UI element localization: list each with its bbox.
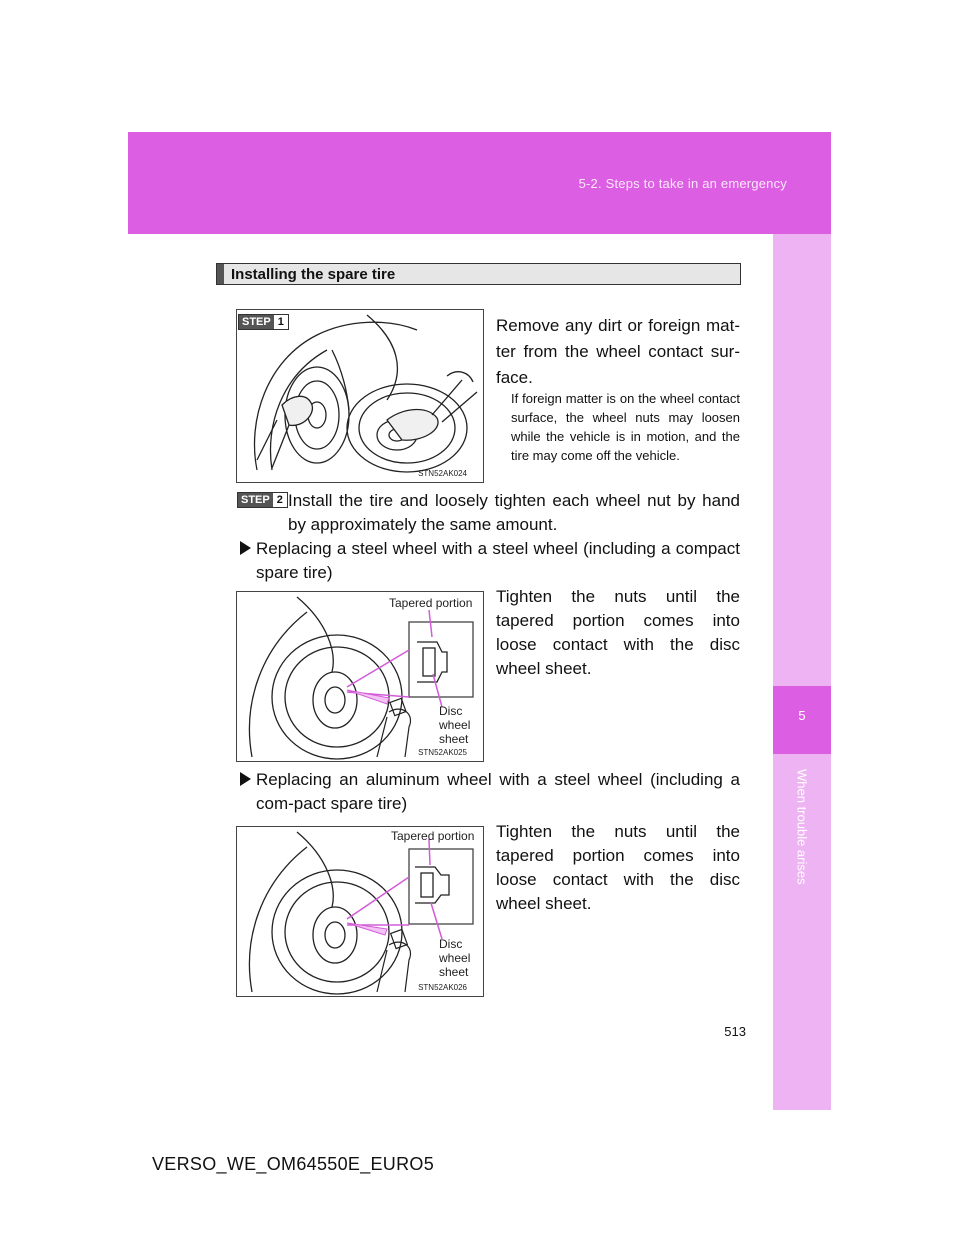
callout-disc-wheel-sheet <box>439 704 470 746</box>
case1-instruction: Tighten the nuts until the tapered portion comes into loose contact with the disc wheel sheet. <box>496 587 740 678</box>
step1-note: If foreign matter is on the wheel contact surface, the wheel nuts may loosen while the vehicle is in motion, and the tire may come off the vehicle. <box>511 391 740 463</box>
section-heading-bar <box>216 263 741 285</box>
figure-case2 <box>236 826 484 997</box>
callout-line: wheel <box>439 718 471 732</box>
callout-tapered-portion: Tapered portion <box>391 829 475 843</box>
bullet-arrow-icon <box>240 541 251 555</box>
callout-line: wheel <box>439 951 471 965</box>
case2-heading: Replacing an aluminum wheel with a steel wheel (including a com-pact spare tire) <box>256 770 740 813</box>
step2-instruction <box>288 489 740 537</box>
case1-heading: Replacing a steel wheel with a steel wheel (including a compact spare tire) <box>256 539 740 582</box>
figure-code: STN52AK024 <box>418 469 467 478</box>
callout-line: sheet <box>439 732 469 746</box>
figure-step1 <box>236 309 484 483</box>
side-tab <box>773 234 831 1110</box>
step-badge-number: 2 <box>273 493 287 507</box>
step2-text: Install the tire and loosely tighten each wheel nut by hand by approximately the same amount. <box>288 491 740 534</box>
step1-instruction: Remove any dirt or foreign mat-ter from the wheel contact sur-face. <box>496 316 740 387</box>
step-badge-number: 1 <box>274 315 288 329</box>
chapter-number: 5 <box>798 708 806 723</box>
chapter-heading: 5-2. Steps to take in an emergency <box>578 176 787 191</box>
wheel-cleaning-illustration <box>237 310 483 482</box>
chapter-label: When trouble arises <box>794 769 810 885</box>
callout-line: sheet <box>439 965 469 979</box>
page-number: 513 <box>724 1024 746 1039</box>
bullet-arrow-icon <box>240 772 251 786</box>
step2-badge <box>237 492 288 508</box>
step-badge-label: STEP <box>238 493 273 507</box>
side-tab-active[interactable] <box>773 686 831 754</box>
step-badge-label: STEP <box>239 315 274 329</box>
case2-instruction: Tighten the nuts until the tapered portion comes into loose contact with the disc wheel sheet. <box>496 822 740 913</box>
callout-line: Disc <box>439 937 463 951</box>
callout-line: Disc <box>439 704 463 718</box>
figure-code: STN52AK026 <box>418 983 467 992</box>
header-band <box>128 132 831 234</box>
section-title: Installing the spare tire <box>231 266 396 283</box>
figure-case1 <box>236 591 484 762</box>
figure-code: STN52AK025 <box>418 748 467 757</box>
document-code: VERSO_WE_OM64550E_EURO5 <box>152 1154 435 1174</box>
callout-disc-wheel-sheet <box>439 937 470 979</box>
callout-tapered-portion: Tapered portion <box>389 596 473 610</box>
